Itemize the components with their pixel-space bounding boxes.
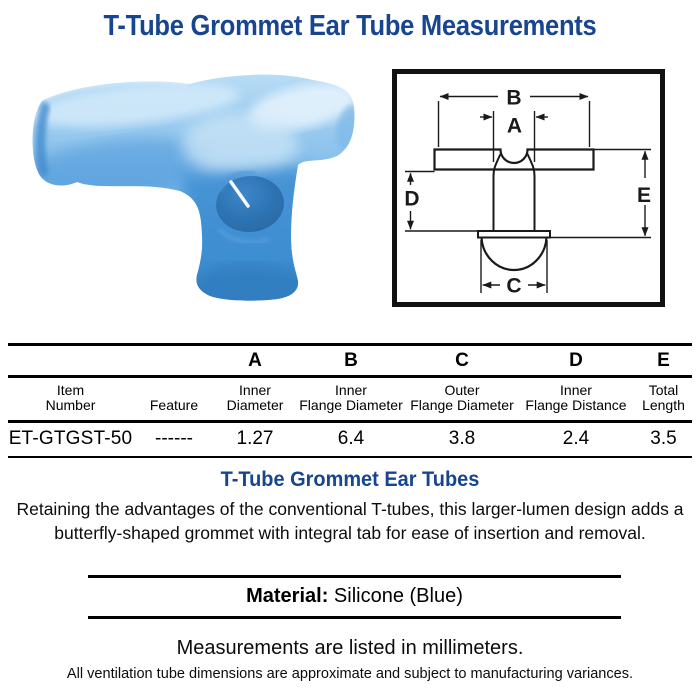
header-feature bbox=[133, 377, 215, 422]
description-line-1: Retaining the advantages of the conventional T-tubes, this larger-lumen design adds a bbox=[16, 499, 684, 519]
dim-label-b: B bbox=[506, 86, 522, 110]
header-inner-flange-distance bbox=[517, 377, 635, 422]
cell-feature: ------ bbox=[133, 422, 215, 458]
t-tube-photo-illustration bbox=[15, 63, 390, 338]
header-outer-flange-diameter bbox=[407, 377, 517, 422]
header-line: Number bbox=[45, 397, 96, 413]
header-line: Flange Diameter bbox=[410, 397, 514, 413]
header-item-number bbox=[8, 377, 133, 422]
header-line: Flange Distance bbox=[525, 397, 627, 413]
page-title: T-Tube Grommet Ear Tube Measurements bbox=[103, 10, 597, 42]
material-label: Material: bbox=[246, 585, 329, 607]
units-note: Measurements are listed in millimeters. bbox=[176, 637, 524, 659]
header-line: Total bbox=[648, 382, 679, 398]
measurements-table bbox=[8, 343, 692, 458]
cell-inner-diameter: 1.27 bbox=[215, 422, 295, 458]
letter-col-feature bbox=[133, 345, 215, 377]
header-inner-flange-diameter bbox=[295, 377, 407, 422]
product-description bbox=[0, 497, 700, 545]
disclaimer-note: All ventilation tube dimensions are approximate and subject to manufacturing variances. bbox=[66, 665, 634, 682]
letter-col-c: C bbox=[407, 345, 517, 377]
grommet-body bbox=[15, 75, 362, 313]
header-line: Feature bbox=[149, 397, 199, 413]
cell-inner-flange-distance: 2.4 bbox=[517, 422, 635, 458]
section-heading: T-Tube Grommet Ear Tubes bbox=[220, 468, 480, 491]
dimension-lines bbox=[405, 97, 651, 294]
dim-label-e: E bbox=[636, 184, 652, 207]
header-line: Inner bbox=[239, 382, 271, 398]
header-line: Flange Diameter bbox=[299, 397, 403, 413]
header-line: Inner bbox=[335, 382, 367, 398]
header-total-length bbox=[635, 377, 692, 422]
column-header-row bbox=[8, 377, 692, 422]
dim-label-c: C bbox=[506, 274, 522, 298]
cell-total-length: 3.5 bbox=[635, 422, 692, 458]
letter-col-a: A bbox=[215, 345, 295, 377]
dimension-drawing bbox=[397, 74, 660, 302]
material-box bbox=[88, 575, 621, 619]
letter-col-d: D bbox=[517, 345, 635, 377]
dim-label-a: A bbox=[506, 114, 523, 138]
table-row bbox=[8, 422, 692, 458]
header-line: Length bbox=[642, 397, 685, 413]
header-line: Outer bbox=[444, 382, 480, 398]
cell-item-number: ET-GTGST-50 bbox=[8, 422, 133, 458]
tube-cross-section bbox=[435, 150, 594, 271]
product-photo bbox=[15, 63, 390, 338]
letter-col-item bbox=[8, 345, 133, 377]
header-inner-diameter bbox=[215, 377, 295, 422]
header-line: Inner bbox=[560, 382, 592, 398]
header-line: Diameter bbox=[226, 397, 284, 413]
header-line: Item bbox=[56, 382, 85, 398]
letter-col-e: E bbox=[635, 345, 692, 377]
letter-header-row bbox=[8, 345, 692, 377]
dim-label-d: D bbox=[404, 187, 420, 211]
cell-inner-flange-diameter: 6.4 bbox=[295, 422, 407, 458]
material-value: Silicone (Blue) bbox=[333, 585, 463, 607]
letter-col-b: B bbox=[295, 345, 407, 377]
measurement-diagram bbox=[392, 69, 665, 307]
description-line-2: butterfly-shaped grommet with integral tab for ease of insertion and removal. bbox=[54, 523, 646, 543]
cell-outer-flange-diameter: 3.8 bbox=[407, 422, 517, 458]
